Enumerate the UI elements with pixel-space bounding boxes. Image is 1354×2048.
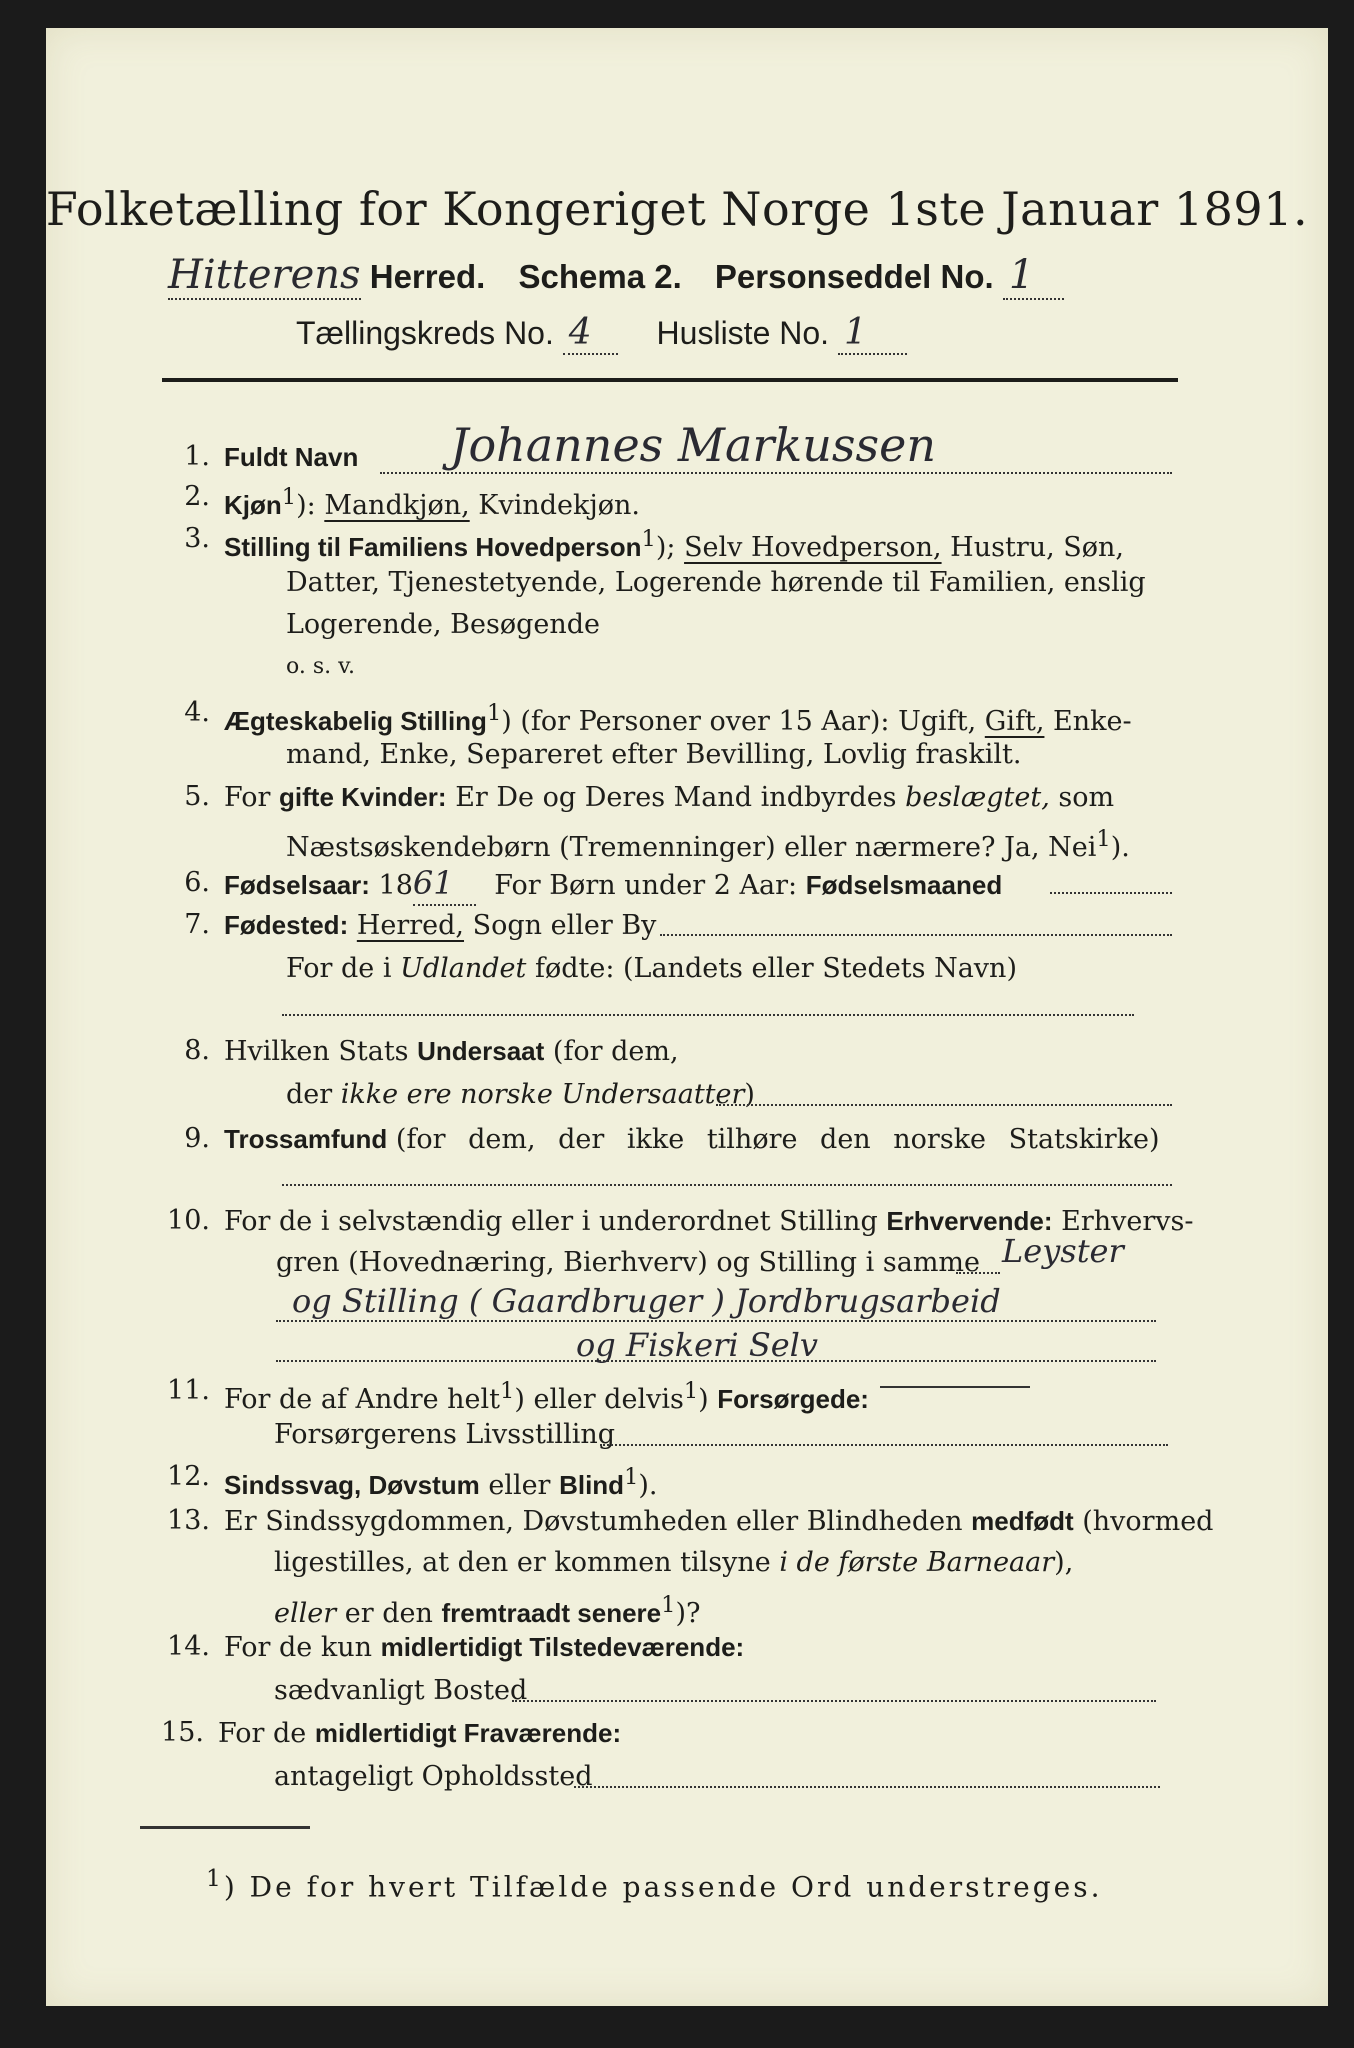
item-text: For de i (286, 953, 392, 984)
footnote-mark: 1 (281, 484, 297, 510)
item-label: Undersaat (417, 1036, 545, 1066)
taellingskreds-label: Tællingskreds No. (296, 315, 554, 351)
answer-line (956, 1272, 1000, 1274)
item-9 (176, 1118, 1160, 1161)
occupation-handwritten-2: og Stilling ( Gaardbruger ) Jordbrugsarbeid (292, 1282, 1001, 1320)
header-row-kreds (296, 312, 907, 355)
item-15 (161, 1712, 622, 1755)
item-7-line2 (286, 948, 1017, 990)
item-number: 8. (184, 1035, 210, 1066)
item-italic: beslægtet, (905, 782, 1050, 813)
item-3-line3: Logerende, Besøgende (286, 609, 600, 640)
item-number: 3. (184, 523, 210, 554)
item-text: eller (488, 1470, 551, 1501)
answer-line (276, 1360, 1156, 1362)
header-row-herred (168, 252, 1064, 300)
item-label: Kjøn (224, 490, 282, 520)
item-2: 2. Kjøn$^1$): Mandkjøn, Kvindekjøn. (176, 476, 640, 527)
item-3-line4: o. s. v. (286, 654, 355, 679)
option-selected: Gift, (984, 706, 1045, 737)
answer-line (276, 1320, 1156, 1322)
dash-stroke (880, 1386, 1030, 1388)
item-label: Fødselsmaaned (805, 870, 1003, 900)
answer-line (716, 1104, 1172, 1106)
answer-line (282, 1014, 1134, 1016)
item-5 (176, 776, 1114, 819)
footnote-rule (140, 1826, 310, 1829)
item-number: 14. (167, 1631, 210, 1662)
option-rest: Hustru, Søn, (950, 532, 1124, 563)
item-label: gifte Kvinder: (279, 782, 447, 812)
item-1 (176, 436, 358, 479)
personseddel-label: Personseddel No. (714, 258, 994, 295)
item-number: 6. (184, 867, 210, 898)
item-4: 4. Ægteskabelig Stilling$^1$) (for Personer over 15 Aar): Ugift, Gift, Enke- (176, 692, 1132, 743)
item-number: 4. (184, 697, 210, 728)
answer-line (574, 1786, 1160, 1788)
item-text: For Børn under 2 Aar: (494, 870, 798, 901)
taellingskreds-value: 4 (563, 312, 618, 355)
answer-line (600, 1444, 1168, 1446)
item-label: Erhvervende: (886, 1206, 1053, 1236)
item-text: Er De og Deres Mand indbyrdes (455, 782, 897, 813)
item-text: ligestilles, at den er kommen tilsyne (274, 1547, 771, 1578)
item-11-line2: Forsørgerens Livsstilling (274, 1419, 616, 1450)
item-number: 10. (167, 1205, 210, 1236)
item-8-line2: der ikke ere norske Undersaatter) (286, 1079, 755, 1110)
item-text: For de (218, 1718, 307, 1749)
option-rest: Sogn eller By (472, 910, 657, 941)
item-10-line2: gren (Hovednæring, Bierhverv) og Stilling i samme (276, 1247, 981, 1278)
item-text: Enke- (1053, 706, 1132, 737)
item-text: (hvormed (1082, 1506, 1214, 1537)
item-label: Stilling til Familiens Hovedperson (224, 532, 642, 562)
item-8 (176, 1030, 679, 1073)
husliste-value: 1 (838, 312, 907, 355)
item-label: midlertidigt Fraværende: (314, 1718, 622, 1748)
answer-line (1050, 892, 1172, 894)
item-italic: Udlandet (400, 953, 527, 984)
item-3: 3. Stilling til Familiens Hovedperson$^1$); Selv Hovedperson, Hustru, Søn, (176, 518, 1124, 569)
answer-line (380, 472, 1172, 474)
item-number: 7. (184, 909, 210, 940)
item-13-line2: ligestilles, at den er kommen tilsyne i de første Barneaar), (274, 1547, 1074, 1578)
herred-label: Herred. (369, 258, 486, 295)
item-text: (for dem, der ikke tilhøre den norske Statskirke) (395, 1124, 1160, 1155)
answer-name: Johannes Markussen (450, 418, 936, 472)
item-italic: i de første Barneaar (779, 1547, 1055, 1578)
option-selected: Mandkjøn, (324, 490, 470, 521)
item-label: Fødested: (224, 910, 349, 940)
item-label: Sindssvag, Døvstum (224, 1470, 480, 1500)
occupation-handwritten-1: Leyster (1002, 1232, 1124, 1270)
footnote: $^1$) De for hvert Tilfælde passende Ord understreges. (206, 1864, 1103, 1904)
item-text: er den (344, 1598, 433, 1629)
item-text: Erhvervs- (1061, 1206, 1194, 1237)
item-6 (176, 862, 1002, 907)
item-text: For (224, 782, 271, 813)
birth-year-answer: 61 (413, 862, 476, 906)
item-italic: ikke ere norske Undersaatter (340, 1079, 745, 1110)
husliste-label: Husliste No. (656, 315, 830, 351)
item-label: Fødselsaar: (224, 870, 370, 900)
personseddel-value: 1 (1003, 252, 1064, 300)
item-number: 1. (184, 441, 210, 472)
year-prefix: 18 (378, 870, 413, 901)
item-3-line2: Datter, Tjenestetyende, Logerende hørende til Familien, enslig (286, 567, 1146, 598)
item-15-line2: antageligt Opholdssted (274, 1761, 593, 1792)
header-divider (162, 378, 1178, 382)
item-number: 11. (167, 1375, 210, 1406)
schema-label: Schema 2. (518, 258, 682, 295)
item-label: Ægteskabelig Stilling (224, 706, 487, 736)
option-rest: Kvindekjøn. (478, 490, 640, 521)
item-12: 12. Sindssvag, Døvstum eller Blind$^1$). (176, 1456, 658, 1507)
item-7 (176, 904, 656, 947)
item-text: som (1058, 782, 1115, 813)
item-13 (167, 1500, 1214, 1543)
footnote-text: De for hvert Tilfælde passende Ord understreges. (249, 1870, 1103, 1904)
item-label: fremtraadt senere (441, 1598, 662, 1628)
item-number: 9. (184, 1123, 210, 1154)
item-label: Trossamfund (224, 1124, 388, 1154)
item-text: eller delvis (533, 1384, 684, 1415)
item-text: For de af Andre helt (224, 1384, 501, 1415)
item-4-line2: mand, Enke, Separeret efter Bevilling, Lovlig fraskilt. (286, 739, 1022, 770)
answer-line (282, 1184, 1172, 1186)
answer-line (660, 934, 1172, 936)
item-text: fødte: (Landets eller Stedets Navn) (534, 953, 1017, 984)
footnote-mark: 1 (641, 526, 656, 552)
item-13-line3: eller er den fremtraadt senere$^1$)? (274, 1592, 701, 1629)
item-number: 15. (161, 1717, 204, 1748)
form-title: Folketælling for Kongeriget Norge 1ste Januar 1891. (45, 182, 1309, 236)
occupation-handwritten-3: og Fiskeri Selv (576, 1326, 818, 1364)
option-selected: Herred, (356, 910, 465, 941)
item-label: medfødt (971, 1506, 1074, 1536)
item-label: Forsørgede: (717, 1384, 869, 1414)
item-text: Er Sindssygdommen, Døvstumheden eller Blindheden (224, 1506, 963, 1537)
item-number: 13. (167, 1505, 210, 1536)
item-text: (for Personer over 15 Aar): Ugift, (520, 706, 977, 737)
item-italic: eller (274, 1598, 337, 1629)
item-number: 2. (184, 481, 210, 512)
item-text: For de kun (224, 1632, 372, 1663)
item-14 (167, 1626, 745, 1669)
item-label: Fuldt Navn (224, 442, 359, 472)
option-selected: Selv Hovedperson, (684, 532, 942, 563)
item-text: der (286, 1079, 333, 1110)
item-text: Hvilken Stats (224, 1036, 409, 1067)
herred-handwritten: Hitterens (168, 252, 361, 298)
item-text: (for dem, (552, 1036, 679, 1067)
item-text: For de i selvstændig eller i underordnet Stilling (224, 1206, 878, 1237)
item-number: 12. (167, 1461, 210, 1492)
footnote-mark: 1 (486, 700, 502, 726)
item-label: Blind (559, 1470, 625, 1500)
item-14-line2: sædvanligt Bosted (274, 1675, 528, 1706)
item-5-line2: Næstsøskendebørn (Tremenninger) eller nærmere? Ja, Nei$^1$). (286, 826, 1130, 863)
item-11: 11. For de af Andre helt$^1$) eller delvis$^1$) Forsørgede: (176, 1370, 869, 1421)
answer-line (512, 1700, 1156, 1702)
item-number: 5. (184, 781, 210, 812)
item-text: Næstsøskendebørn (Tremenninger) eller nærmere? Ja, Nei (286, 832, 1097, 863)
item-label: midlertidigt Tilstedeværende: (380, 1632, 745, 1662)
